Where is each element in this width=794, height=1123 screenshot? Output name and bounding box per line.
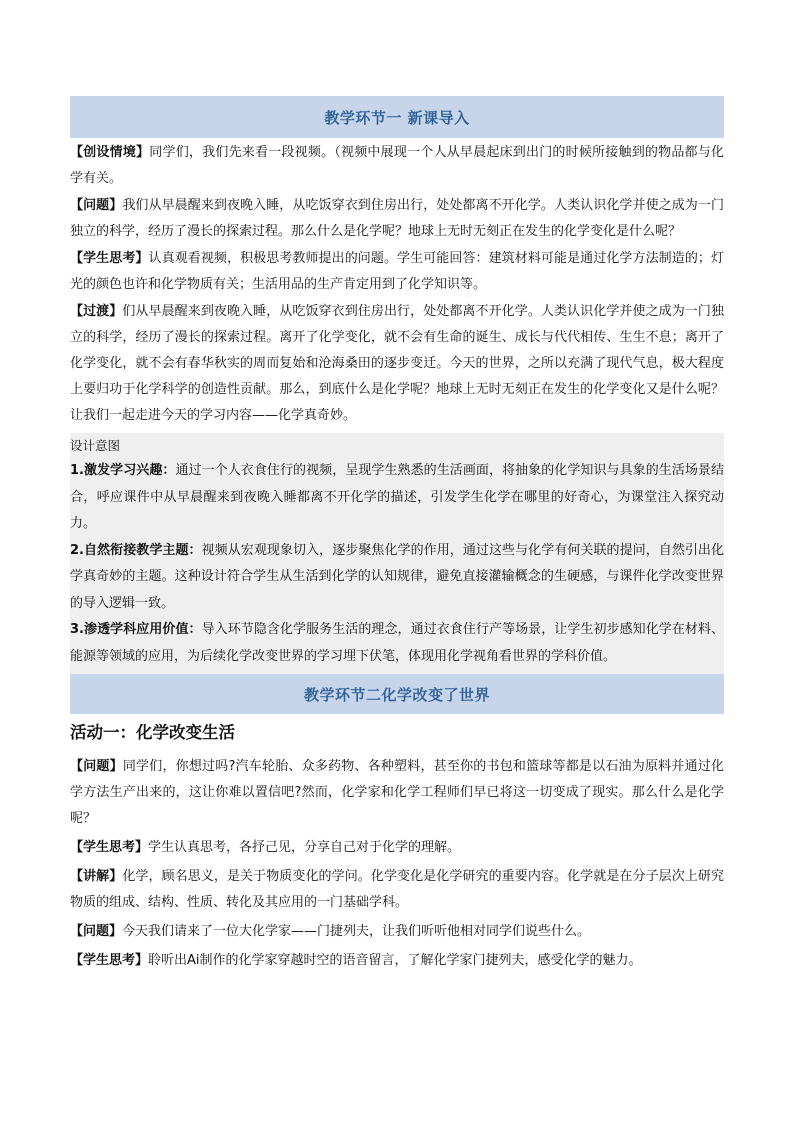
paragraph-tag: 【问题】 xyxy=(70,198,123,213)
paragraph-text: 学生认真思考，各抒己见，分享自己对于化学的理解。 xyxy=(148,840,461,855)
intro-section xyxy=(70,138,724,429)
section-title-2: 教学环节二化学改变了世界 xyxy=(303,685,490,704)
paragraph-scenario xyxy=(70,140,724,192)
section-header-2 xyxy=(70,674,724,714)
paragraph-tag: 【学生思考】 xyxy=(70,953,149,968)
design-intent-item xyxy=(70,538,724,618)
design-intent-box xyxy=(70,433,724,674)
paragraph-tag: 【讲解】 xyxy=(70,869,123,884)
paragraph-tag: 【问题】 xyxy=(70,924,123,939)
paragraph-text: 同学们，我们先来看一段视频。（视频中展现一个人从早晨起床到出门的时候所接触到的物品都与化学有关。 xyxy=(70,145,724,186)
design-intent-text: 通过一个人衣食住行的视频，呈现学生熟悉的生活画面，将抽象的化学知识与具象的生活场景结合，呼应课件中从早晨醒来到夜晚入睡都离不开化学的描述，引发学生化学在哪里的好奇心，为课堂注入探究动力。 xyxy=(70,463,724,531)
paragraph-transition xyxy=(70,299,724,429)
paragraph-student-thinking xyxy=(70,835,724,861)
activity-section xyxy=(70,754,724,974)
paragraph-tag: 【创设情境】 xyxy=(70,145,150,160)
design-intent-title: 设计意图 xyxy=(70,438,121,453)
paragraph-tag: 【学生思考】 xyxy=(70,840,149,855)
section-header-1 xyxy=(70,96,724,138)
section-title-1: 教学环节一 新课导入 xyxy=(324,108,470,127)
design-intent-text: 导入环节隐含化学服务生活的理念，通过衣食住行产等场景，让学生初步感知化学在材料、能源等领域的应用，为后续化学改变世界的学习埋下伏笔，体现用化学视角看世界的学科价值。 xyxy=(70,622,724,664)
design-intent-text: 视频从宏观现象切入，逐步聚焦化学的作用，通过这些与化学有何关联的提问，自然引出化学真奇妙的主题。这种设计符合学生从生活到化学的认知规律，避免直接灌输概念的生硬感，与课件化学改变世界的导入逻辑一致。 xyxy=(70,542,724,611)
paragraph-text: 我们从早晨醒来到夜晚入睡，从吃饭穿衣到住房出行，处处都离不开化学。人类认识化学并使之成为一门独立的科学，经历了漫长的探索过程。那么什么是化学呢？地球上无时无刻正在发生的化学变化是什么呢？ xyxy=(70,198,724,239)
document-page xyxy=(70,96,724,977)
paragraph-text: 同学们，你想过吗?汽车轮胎、众多药物、各种塑料，甚至你的书包和篮球等都是以石油为原料并通过化学方法生产出来的，这让你难以置信吧?然而，化学家和化学工程师们早已将这一切变成了现实。那么什么是化学呢？ xyxy=(70,759,724,826)
paragraph-question xyxy=(70,919,724,945)
paragraph-question xyxy=(70,754,724,832)
activity-title: 活动一：化学改变生活 xyxy=(70,723,235,742)
paragraph-tag: 【问题】 xyxy=(70,759,123,774)
paragraph-student-thinking xyxy=(70,948,724,974)
design-intent-item xyxy=(70,617,724,670)
paragraph-question xyxy=(70,193,724,245)
paragraph-text: 聆听出Ai制作的化学家穿越时空的语音留言，了解化学家门捷列夫，感受化学的魅力。 xyxy=(148,953,642,968)
design-intent-lead: 3.渗透学科应用价值： xyxy=(70,622,202,637)
paragraph-text: 化学，顾名思义，是关于物质变化的学问。化学变化是化学研究的重要内容。化学就是在分子层次上研究物质的组成、结构、性质、转化及其应用的一门基础学科。 xyxy=(70,869,724,910)
design-intent-lead: 2.自然衔接教学主题： xyxy=(70,542,202,558)
paragraph-student-thinking xyxy=(70,246,724,298)
paragraph-tag: 【过渡】 xyxy=(70,304,123,319)
design-intent-item xyxy=(70,458,724,538)
paragraph-tag: 【学生思考】 xyxy=(70,251,149,266)
design-intent-lead: 1.激发学习兴趣： xyxy=(70,463,176,478)
paragraph-text: 们从早晨醒来到夜晚入睡，从吃饭穿衣到住房出行，处处都离不开化学。人类认识化学并使之成为一门独立的科学，经历了漫长的探索过程。离开了化学变化，就不会有生命的诞生、成长与代代相传、生生不息；离开了化学变化，就不会有春华秋实的周而复始和沧海桑田的逐步变迁。今天的世界，之所以充满了现代气息，极大程度上要归功于化学科学的创造性贡献。那么，到底什么是化学呢？地球上无时无刻正在发生的化学变化又是什么呢？让我们一起走进今天的学习内容——化学真奇妙。 xyxy=(70,304,724,423)
paragraph-text: 认真观看视频，积极思考教师提出的问题。学生可能回答：建筑材料可能是通过化学方法制造的；灯光的颜色也许和化学物质有关；生活用品的生产肯定用到了化学知识等。 xyxy=(70,251,724,292)
paragraph-text: 今天我们请来了一位大化学家——门捷列夫，让我们听听他相对同学们说些什么。 xyxy=(122,924,591,939)
paragraph-explanation xyxy=(70,864,724,916)
